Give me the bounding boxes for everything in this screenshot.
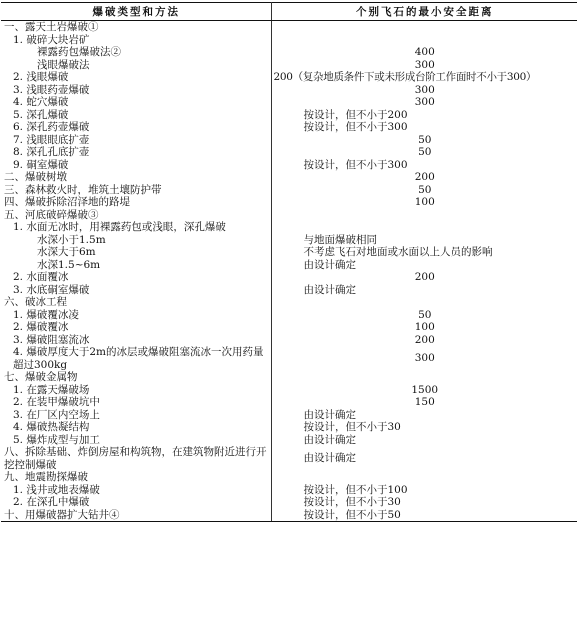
method-cell: 六、破冰工程 (1, 296, 271, 309)
distance-cell: 按设计，但不小于30 (303, 421, 401, 434)
method-cell: 八、拆除基础、炸倒房屋和构筑物，在建筑物附近进行开挖控制爆破 (1, 446, 271, 471)
distance-cell: 300 (414, 58, 435, 71)
table-row (1, 209, 577, 222)
table-row (1, 96, 577, 109)
method-cell: 2. 水面覆冰 (1, 271, 271, 284)
table-row (1, 171, 577, 184)
table-row (1, 371, 577, 384)
table-row (1, 34, 577, 47)
method-cell: 3. 爆破阻塞流冰 (1, 334, 271, 347)
method-cell: 4. 爆破热凝结构 (1, 421, 271, 434)
table-row (1, 509, 577, 522)
method-cell: 4. 蛇穴爆破 (1, 96, 271, 109)
distance-cell (271, 34, 577, 47)
safety-distance-table (1, 2, 577, 522)
distance-cell: 按设计，但不小于100 (303, 483, 408, 496)
method-cell: 九、地震勘探爆破 (1, 471, 271, 484)
distance-cell: 按设计，但不小于50 (271, 509, 577, 522)
distance-cell: 50 (418, 183, 432, 196)
distance-cell: 100 (414, 196, 435, 209)
method-cell: 二、爆破树墩 (1, 171, 271, 184)
table-row (1, 446, 577, 471)
distance-cell (271, 296, 577, 309)
method-cell: 3. 水底硐室爆破 (1, 284, 271, 297)
table-row (1, 71, 577, 84)
method-cell: 6. 深孔药壶爆破 (1, 121, 271, 134)
table-row (1, 109, 577, 122)
table-row (1, 296, 577, 309)
table-row (1, 271, 577, 284)
distance-cell (271, 371, 577, 384)
method-cell: 5. 深孔爆破 (1, 109, 271, 122)
method-cell: 十、用爆破器扩大钻井④ (1, 509, 271, 522)
method-cell: 水深小于1.5m (1, 234, 271, 247)
table-row (1, 321, 577, 334)
distance-cell: 50 (418, 133, 432, 146)
table-row (1, 234, 577, 247)
method-cell: 一、露天土岩爆破① (1, 21, 271, 34)
method-cell: 2. 浅眼爆破 (1, 71, 271, 84)
table-row (1, 334, 577, 347)
distance-cell: 1500 (411, 383, 439, 396)
table-row (1, 196, 577, 209)
table-row (1, 146, 577, 159)
table-row (1, 259, 577, 272)
method-cell: 1. 浅井或地表爆破 (1, 484, 271, 497)
table-row (1, 421, 577, 434)
distance-cell: 200 (414, 271, 435, 284)
method-cell: 五、河底破碎爆破③ (1, 209, 271, 222)
method-cell: 7. 浅眼眼底扩壶 (1, 134, 271, 147)
distance-cell: 100 (414, 321, 435, 334)
method-cell: 1. 破碎大块岩矿 (1, 34, 271, 47)
distance-cell: 50 (418, 308, 432, 321)
method-cell: 8. 深孔孔底扩壶 (1, 146, 271, 159)
distance-cell: 50 (418, 146, 432, 159)
distance-cell: 与地面爆破相同 (303, 233, 377, 246)
distance-cell: 由设计确定 (303, 433, 356, 446)
method-cell: 裸露药包爆破法② (1, 46, 271, 59)
distance-cell: 不考虑飞石对地面或水面以上人员的影响 (303, 246, 493, 259)
table-row (1, 309, 577, 322)
table-row (1, 434, 577, 447)
method-cell: 5. 爆炸成型与加工 (1, 434, 271, 447)
distance-cell: 150 (414, 396, 435, 409)
method-cell: 七、爆破金属物 (1, 371, 271, 384)
method-cell: 3. 浅眼药壶爆破 (1, 84, 271, 97)
table-row (1, 246, 577, 259)
distance-cell: 300 (414, 96, 435, 109)
distance-cell: 由设计确定 (303, 452, 356, 465)
distance-cell: 由设计确定 (303, 283, 356, 296)
method-cell: 1. 水面无冰时，用裸露药包或浅眼，深孔爆破 (1, 221, 271, 234)
table-row (1, 184, 577, 197)
distance-cell: 200（复杂地质条件下或未形成台阶工作面时不小于300） (273, 71, 537, 84)
distance-cell: 按设计，但不小于300 (303, 158, 408, 171)
distance-cell: 按设计，但不小于30 (303, 496, 401, 509)
method-cell: 2. 爆破覆冰 (1, 321, 271, 334)
table-header-row (1, 3, 577, 21)
table-row (1, 284, 577, 297)
table-row (1, 59, 577, 72)
table-row (1, 496, 577, 509)
table-row (1, 134, 577, 147)
distance-cell (271, 209, 577, 222)
header-method: 爆破类型和方法 (1, 3, 271, 21)
distance-cell: 由设计确定 (303, 258, 356, 271)
table-row (1, 484, 577, 497)
method-cell: 9. 硐室爆破 (1, 159, 271, 172)
method-cell: 浅眼爆破法 (1, 59, 271, 72)
table-row (1, 159, 577, 172)
method-cell: 2. 在深孔中爆破 (1, 496, 271, 509)
table-row (1, 121, 577, 134)
distance-cell (271, 471, 577, 484)
method-cell: 水深1.5~6m (1, 259, 271, 272)
table-row (1, 221, 577, 234)
table-row (1, 46, 577, 59)
method-cell: 1. 在露天爆破场 (1, 384, 271, 397)
method-cell: 三、森林救火时，堆筑土壤防护带 (1, 184, 271, 197)
distance-cell: 300 (414, 352, 435, 365)
method-cell: 3. 在厂区内空场上 (1, 409, 271, 422)
distance-cell: 200 (414, 171, 435, 184)
distance-cell: 由设计确定 (303, 408, 356, 421)
header-distance: 个别飞石的最小安全距离 (271, 3, 577, 21)
method-cell: 4. 爆破厚度大于2m的冰层或爆破阻塞流冰一次用药量超过300kg (1, 346, 271, 371)
table-row (1, 84, 577, 97)
table-row (1, 409, 577, 422)
distance-cell: 按设计，但不小于200 (303, 108, 408, 121)
distance-cell: 400 (414, 46, 435, 59)
distance-cell (271, 221, 577, 234)
table-row (1, 21, 577, 34)
method-cell: 水深大于6m (1, 246, 271, 259)
table-row (1, 346, 577, 371)
table-row (1, 471, 577, 484)
distance-cell (271, 21, 577, 34)
method-cell: 2. 在装甲爆破坑中 (1, 396, 271, 409)
distance-cell: 300 (414, 83, 435, 96)
distance-cell: 按设计，但不小于300 (303, 121, 408, 134)
method-cell: 1. 爆破覆冰凌 (1, 309, 271, 322)
table-row (1, 396, 577, 409)
method-cell: 四、爆破拆除沼泽地的路堤 (1, 196, 271, 209)
table-row (1, 384, 577, 397)
distance-cell: 200 (414, 333, 435, 346)
